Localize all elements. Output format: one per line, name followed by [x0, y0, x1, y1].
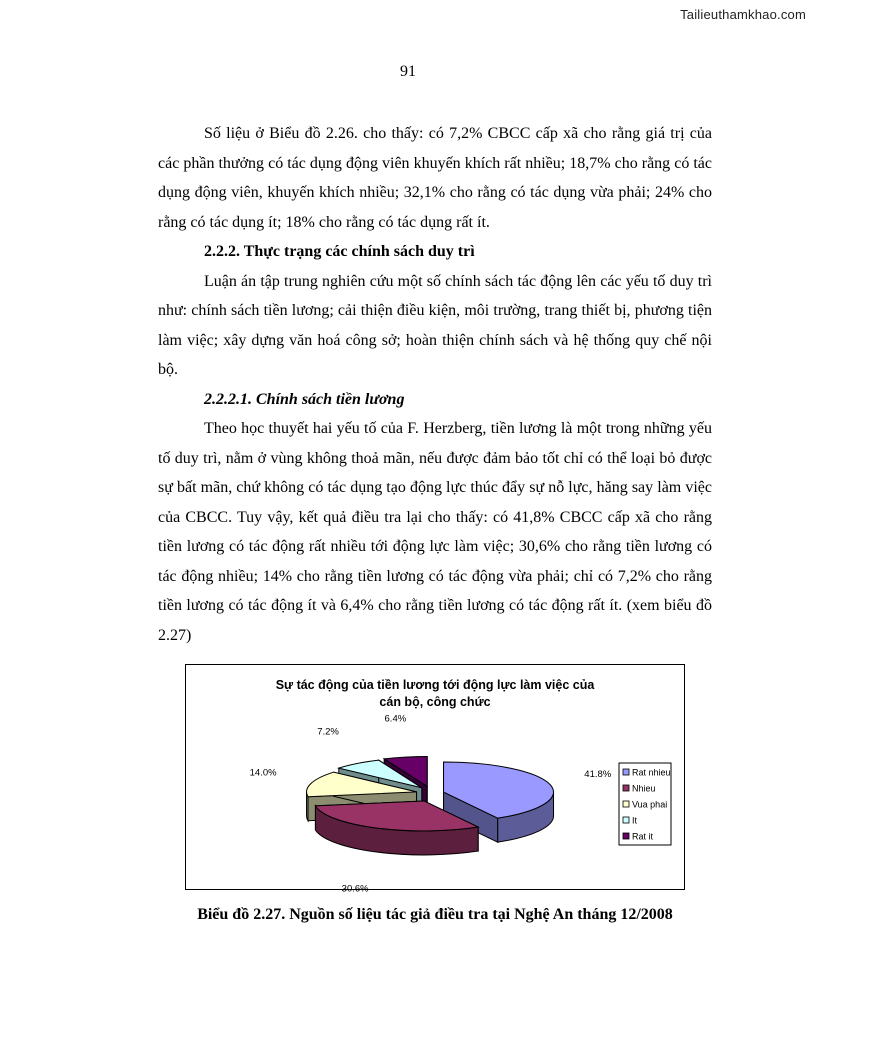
data-label: 7.2%: [317, 726, 339, 738]
legend-item: Rat it: [632, 831, 654, 842]
legend-item: Vua phai: [632, 799, 668, 810]
section-heading-2-2-2-1: 2.2.2.1. Chính sách tiền lương: [204, 390, 405, 408]
pie-chart-figure: [185, 664, 685, 895]
section-heading-2-2-2: 2.2.2. Thực trạng các chính sách duy trì: [204, 243, 475, 260]
legend-item: Nhieu: [632, 783, 656, 794]
pie-chart: [186, 665, 684, 895]
chart-title-line-2: cán bộ, công chức: [379, 695, 491, 709]
legend-swatch: [623, 833, 629, 839]
legend-item: It: [632, 815, 638, 826]
legend-swatch: [623, 785, 629, 791]
data-label: 6.4%: [384, 713, 407, 725]
legend-swatch: [623, 769, 629, 775]
paragraph-3: Theo học thuyết hai yếu tố của F. Herzberg, tiền lương là một trong những yếu tố duy trì, nằm ở vùng không thoả mãn, nếu được đảm bảo tốt chỉ có thể loại bỏ được sự bất mãn, chứ không có tác dụng tạo động lực thúc đẩy sự nỗ lực, hăng say làm việc của CBCC. Tuy vậy, kết quả điều tra lại cho thấy: có 41,8% CBCC cấp xã cho rằng tiền lương có tác động rất nhiều tới động lực làm việc; 30,6% cho rằng tiền lương có tác động nhiều; 14% cho rằng tiền lương có tác động vừa phải; chỉ có 7,2% cho rằng tiền lương có tác động ít và 6,4% cho rằng tiền lương có tác động rất ít. (xem biểu đồ 2.27): [158, 420, 712, 644]
data-label: 41.8%: [584, 768, 612, 780]
chart-legend: [619, 763, 671, 845]
page-number: 91: [400, 63, 416, 80]
figure-caption: Biểu đồ 2.27. Nguồn số liệu tác giả điều tra tại Nghệ An tháng 12/2008: [197, 906, 673, 923]
chart-title-line-1: Sự tác động của tiền lương tới động lực làm việc của: [275, 678, 595, 692]
legend-swatch: [623, 817, 629, 823]
data-label: 14.0%: [249, 767, 277, 779]
data-label: 30.6%: [341, 883, 369, 895]
legend-item: Rat nhieu: [632, 767, 671, 778]
document-body: [158, 119, 712, 650]
paragraph-2: Luận án tập trung nghiên cứu một số chính sách tác động lên các yếu tố duy trì như: chính sách tiền lương; cải thiện điều kiện, môi trường, trang thiết bị, phương tiện làm việc; xây dựng văn hoá công sở; hoàn thiện chính sách và hệ thống quy chế nội bộ.: [158, 272, 712, 378]
legend-swatch: [623, 801, 629, 807]
watermark: Tailieuthamkhao.com: [680, 7, 806, 22]
paragraph-1: Số liệu ở Biểu đồ 2.26. cho thấy: có 7,2% CBCC cấp xã cho rằng giá trị của các phần thưởng có tác dụng động viên khuyến khích rất nhiều; 18,7% cho rằng có tác dụng động viên, khuyến khích nhiều; 32,1% cho rằng có tác dụng vừa phải; 24% cho rằng có tác dụng ít; 18% cho rằng có tác dụng rất ít.: [158, 125, 712, 231]
